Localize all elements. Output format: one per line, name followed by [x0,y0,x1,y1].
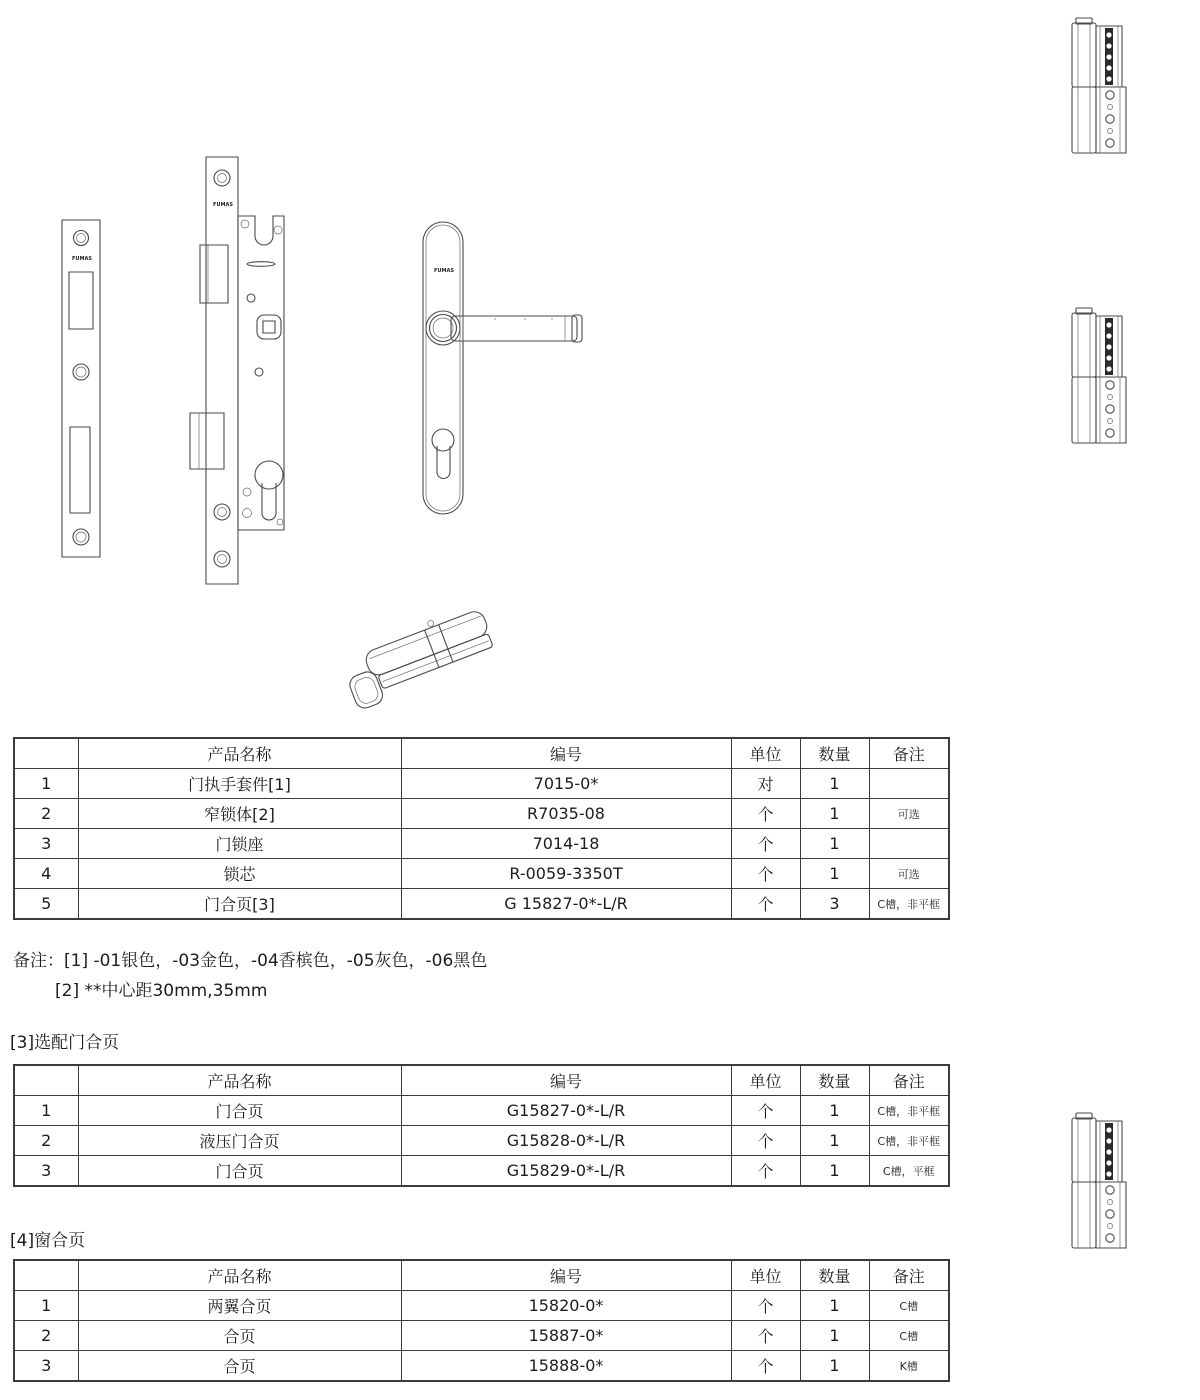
table-cell: 个 [731,1351,800,1382]
table-cell: 个 [731,889,800,920]
column-header: 编号 [401,738,731,769]
column-header: 单位 [731,1065,800,1096]
table-cell: 个 [731,799,800,829]
brand-logo: FUMAS [213,202,233,208]
column-header: 产品名称 [78,1065,401,1096]
table-row [14,1096,949,1126]
table-cell: 1 [800,1096,869,1126]
lock-cylinder-drawing [355,590,510,720]
door-hinge-drawing-middle [1063,306,1138,456]
column-header: 备注 [869,1065,949,1096]
table-cell: 1 [800,1156,869,1187]
table-cell: 1 [800,859,869,889]
column-header: 单位 [731,1260,800,1291]
column-header: 数量 [800,1065,869,1096]
table-row [14,1321,949,1351]
table-row [14,889,949,920]
table-cell: C槽 [869,1321,949,1351]
column-header: 单位 [731,738,800,769]
table-cell: 门执手套件[1] [78,769,401,799]
window-hinge-drawing [1063,1111,1138,1261]
table-cell: 可选 [869,859,949,889]
table-cell: 15888-0* [401,1351,731,1382]
door-handle-drawing [415,214,595,529]
table-cell: C槽，非平框 [869,889,949,920]
table-row [14,1156,949,1187]
table-row [14,1126,949,1156]
note-line-2: [2] **中心距30mm,35mm [55,981,268,1001]
table-row [14,1291,949,1321]
table-cell: 1 [800,1351,869,1382]
table-cell: 个 [731,829,800,859]
table-cell: 1 [14,769,78,799]
table-cell: 个 [731,1291,800,1321]
table-cell: 门锁座 [78,829,401,859]
table-cell: 2 [14,799,78,829]
table-cell: 7015-0* [401,769,731,799]
table-cell: 个 [731,1126,800,1156]
table-cell: 4 [14,859,78,889]
table-row [14,799,949,829]
table-cell: C槽，非平框 [869,1126,949,1156]
table-cell: R7035-08 [401,799,731,829]
table-notes [13,946,487,1006]
table-cell: C槽 [869,1291,949,1321]
door-hinge-drawing-top [1063,16,1138,166]
table-cell: 锁芯 [78,859,401,889]
table-cell: C槽，平框 [869,1156,949,1187]
table-cell: 个 [731,1321,800,1351]
column-header: 数量 [800,738,869,769]
table-row [14,859,949,889]
column-header: 备注 [869,738,949,769]
table-cell [869,829,949,859]
table-cell: 3 [14,1156,78,1187]
table-cell: R-0059-3350T [401,859,731,889]
table-cell: K槽 [869,1351,949,1382]
table-cell: 1 [800,1321,869,1351]
column-header [14,1260,78,1291]
table-cell: 3 [14,1351,78,1382]
table-row [14,769,949,799]
table-cell: 1 [800,769,869,799]
table-cell: 3 [14,829,78,859]
column-header [14,738,78,769]
table-cell: 个 [731,1096,800,1126]
table-cell: 1 [14,1291,78,1321]
table-cell: 两翼合页 [78,1291,401,1321]
table-cell: 3 [800,889,869,920]
note-line-1: 备注：[1] -01银色，-03金色，-04香槟色，-05灰色，-06黑色 [13,951,488,971]
table-cell: 门合页 [78,1156,401,1187]
table-row [14,829,949,859]
table-cell: 1 [800,799,869,829]
parts-table [13,737,950,920]
table-cell: G15829-0*-L/R [401,1156,731,1187]
table-cell: C槽，非平框 [869,1096,949,1126]
table-cell: 1 [800,829,869,859]
table-cell: 合页 [78,1351,401,1382]
table-cell: 1 [14,1096,78,1126]
section-heading-window-hinges: [4]窗合页 [10,1231,86,1251]
table-cell: 15820-0* [401,1291,731,1321]
optional-door-hinge-table [13,1064,950,1187]
brand-logo: FUMAS [72,256,92,262]
column-header: 编号 [401,1065,731,1096]
column-header: 编号 [401,1260,731,1291]
table-cell: 2 [14,1321,78,1351]
table-cell [869,769,949,799]
table-cell: 7014-18 [401,829,731,859]
table-cell: G15827-0*-L/R [401,1096,731,1126]
table-cell: 门合页[3] [78,889,401,920]
table-cell: 5 [14,889,78,920]
column-header: 产品名称 [78,1260,401,1291]
table-cell: 窄锁体[2] [78,799,401,829]
column-header [14,1065,78,1096]
table-cell: G15828-0*-L/R [401,1126,731,1156]
column-header: 备注 [869,1260,949,1291]
table-cell: 个 [731,1156,800,1187]
table-cell: 1 [800,1126,869,1156]
table-cell: 液压门合页 [78,1126,401,1156]
column-header: 产品名称 [78,738,401,769]
table-cell: G 15827-0*-L/R [401,889,731,920]
window-hinge-table [13,1259,950,1382]
table-row [14,1351,949,1382]
table-cell: 15887-0* [401,1321,731,1351]
brand-logo: FUMAS [434,268,454,274]
mortise-lock-body-drawing [185,150,295,595]
table-cell: 个 [731,859,800,889]
table-cell: 对 [731,769,800,799]
table-cell: 2 [14,1126,78,1156]
section-heading-optional-door-hinges: [3]选配门合页 [10,1033,120,1053]
table-cell: 门合页 [78,1096,401,1126]
table-cell: 合页 [78,1321,401,1351]
column-header: 数量 [800,1260,869,1291]
table-cell: 1 [800,1291,869,1321]
strike-plate-drawing [55,214,105,564]
table-cell: 可选 [869,799,949,829]
